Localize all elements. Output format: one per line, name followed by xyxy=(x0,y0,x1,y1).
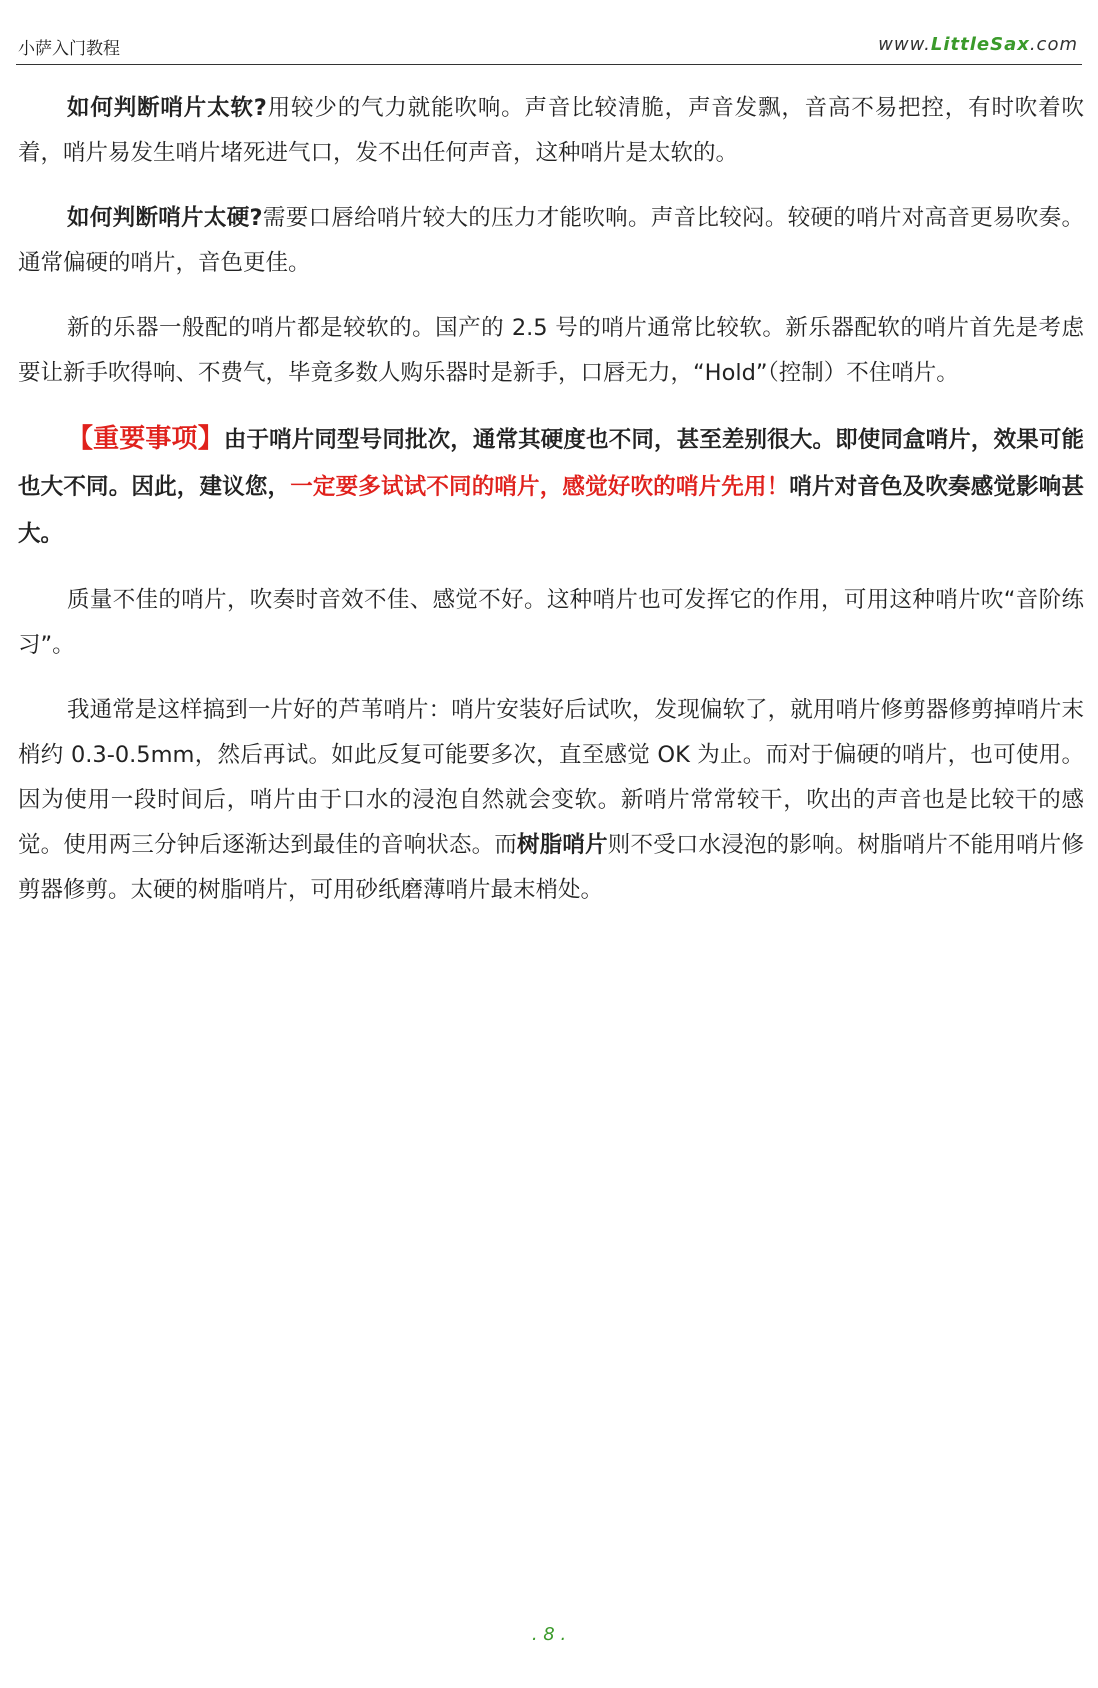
header-website xyxy=(878,34,1078,55)
page-content xyxy=(18,86,1084,933)
paragraph-lead: 如何判断哨片太硬? xyxy=(67,205,263,231)
important-label: 【重要事项】 xyxy=(67,424,224,454)
page-header xyxy=(16,28,1082,65)
paragraph-text: 质量不佳的哨片，吹奏时音效不佳、感觉不好。这种哨片也可发挥它的作用，可用这种哨片吹“音阶练习”。 xyxy=(18,587,1084,658)
paragraph-new-instrument-reeds xyxy=(18,306,1084,396)
paragraph-poor-quality-reed xyxy=(18,578,1084,668)
paragraph-text: 需要口唇给哨片较大的压力才能吹响。声音比较闷。较硬的哨片对高音更易吹奏。通常偏硬的哨片，音色更佳。 xyxy=(18,205,1084,276)
site-brand: LittleSax xyxy=(930,34,1030,55)
site-suffix: .com xyxy=(1029,34,1078,55)
resin-reed-term: 树脂哨片 xyxy=(517,832,608,858)
paragraph-text: 用较少的气力就能吹响。声音比较清脆，声音发飘，音高不易把控，有时吹着吹着，哨片易发生哨片堵死进气口，发不出任何声音，这种哨片是太软的。 xyxy=(18,95,1084,166)
paragraph-text: 哨片对音色及吹奏感觉影响甚大。 xyxy=(18,474,1084,547)
paragraph-text: 我通常是这样搞到一片好的芦苇哨片：哨片安装好后试吹，发现偏软了，就用哨片修剪器修剪掉哨片末梢约 0.3-0.5mm，然后再试。如此反复可能要多次，直至感觉 OK 为止。而对于偏硬的哨片，也可使用。因为使用一段时间后，哨片由于口水的浸泡自然就会变软。新哨片常常较干，吹出的声音也是比较干的感觉。使用两三分钟后逐渐达到最佳的音响状态。而 xyxy=(18,697,1084,858)
paragraph-reed-too-soft xyxy=(18,86,1084,176)
paragraph-important-note xyxy=(18,416,1084,558)
highlight-advice: 一定要多试试不同的哨片，感觉好吹的哨片先用！ xyxy=(290,474,790,500)
paragraph-reed-trimming xyxy=(18,688,1084,913)
paragraph-reed-too-hard xyxy=(18,196,1084,286)
page-number: . 8 . xyxy=(531,1624,567,1645)
paragraph-text: 则不受口水浸泡的影响。树脂哨片不能用哨片修剪器修剪。太硬的树脂哨片，可用砂纸磨薄哨片最末梢处。 xyxy=(18,832,1084,903)
paragraph-text: 由于哨片同型号同批次，通常其硬度也不同，甚至差别很大。即使同盒哨片，效果可能也大不同。因此，建议您， xyxy=(18,427,1084,500)
header-title: 小萨入门教程 xyxy=(18,39,120,59)
paragraph-lead: 如何判断哨片太软? xyxy=(67,95,267,121)
paragraph-text: 新的乐器一般配的哨片都是较软的。国产的 2.5 号的哨片通常比较软。新乐器配软的哨片首先是考虑要让新手吹得响、不费气，毕竟多数人购乐器时是新手，口唇无力，“Hold”（控制）不住哨片。 xyxy=(18,315,1084,386)
site-prefix: www. xyxy=(878,34,931,55)
